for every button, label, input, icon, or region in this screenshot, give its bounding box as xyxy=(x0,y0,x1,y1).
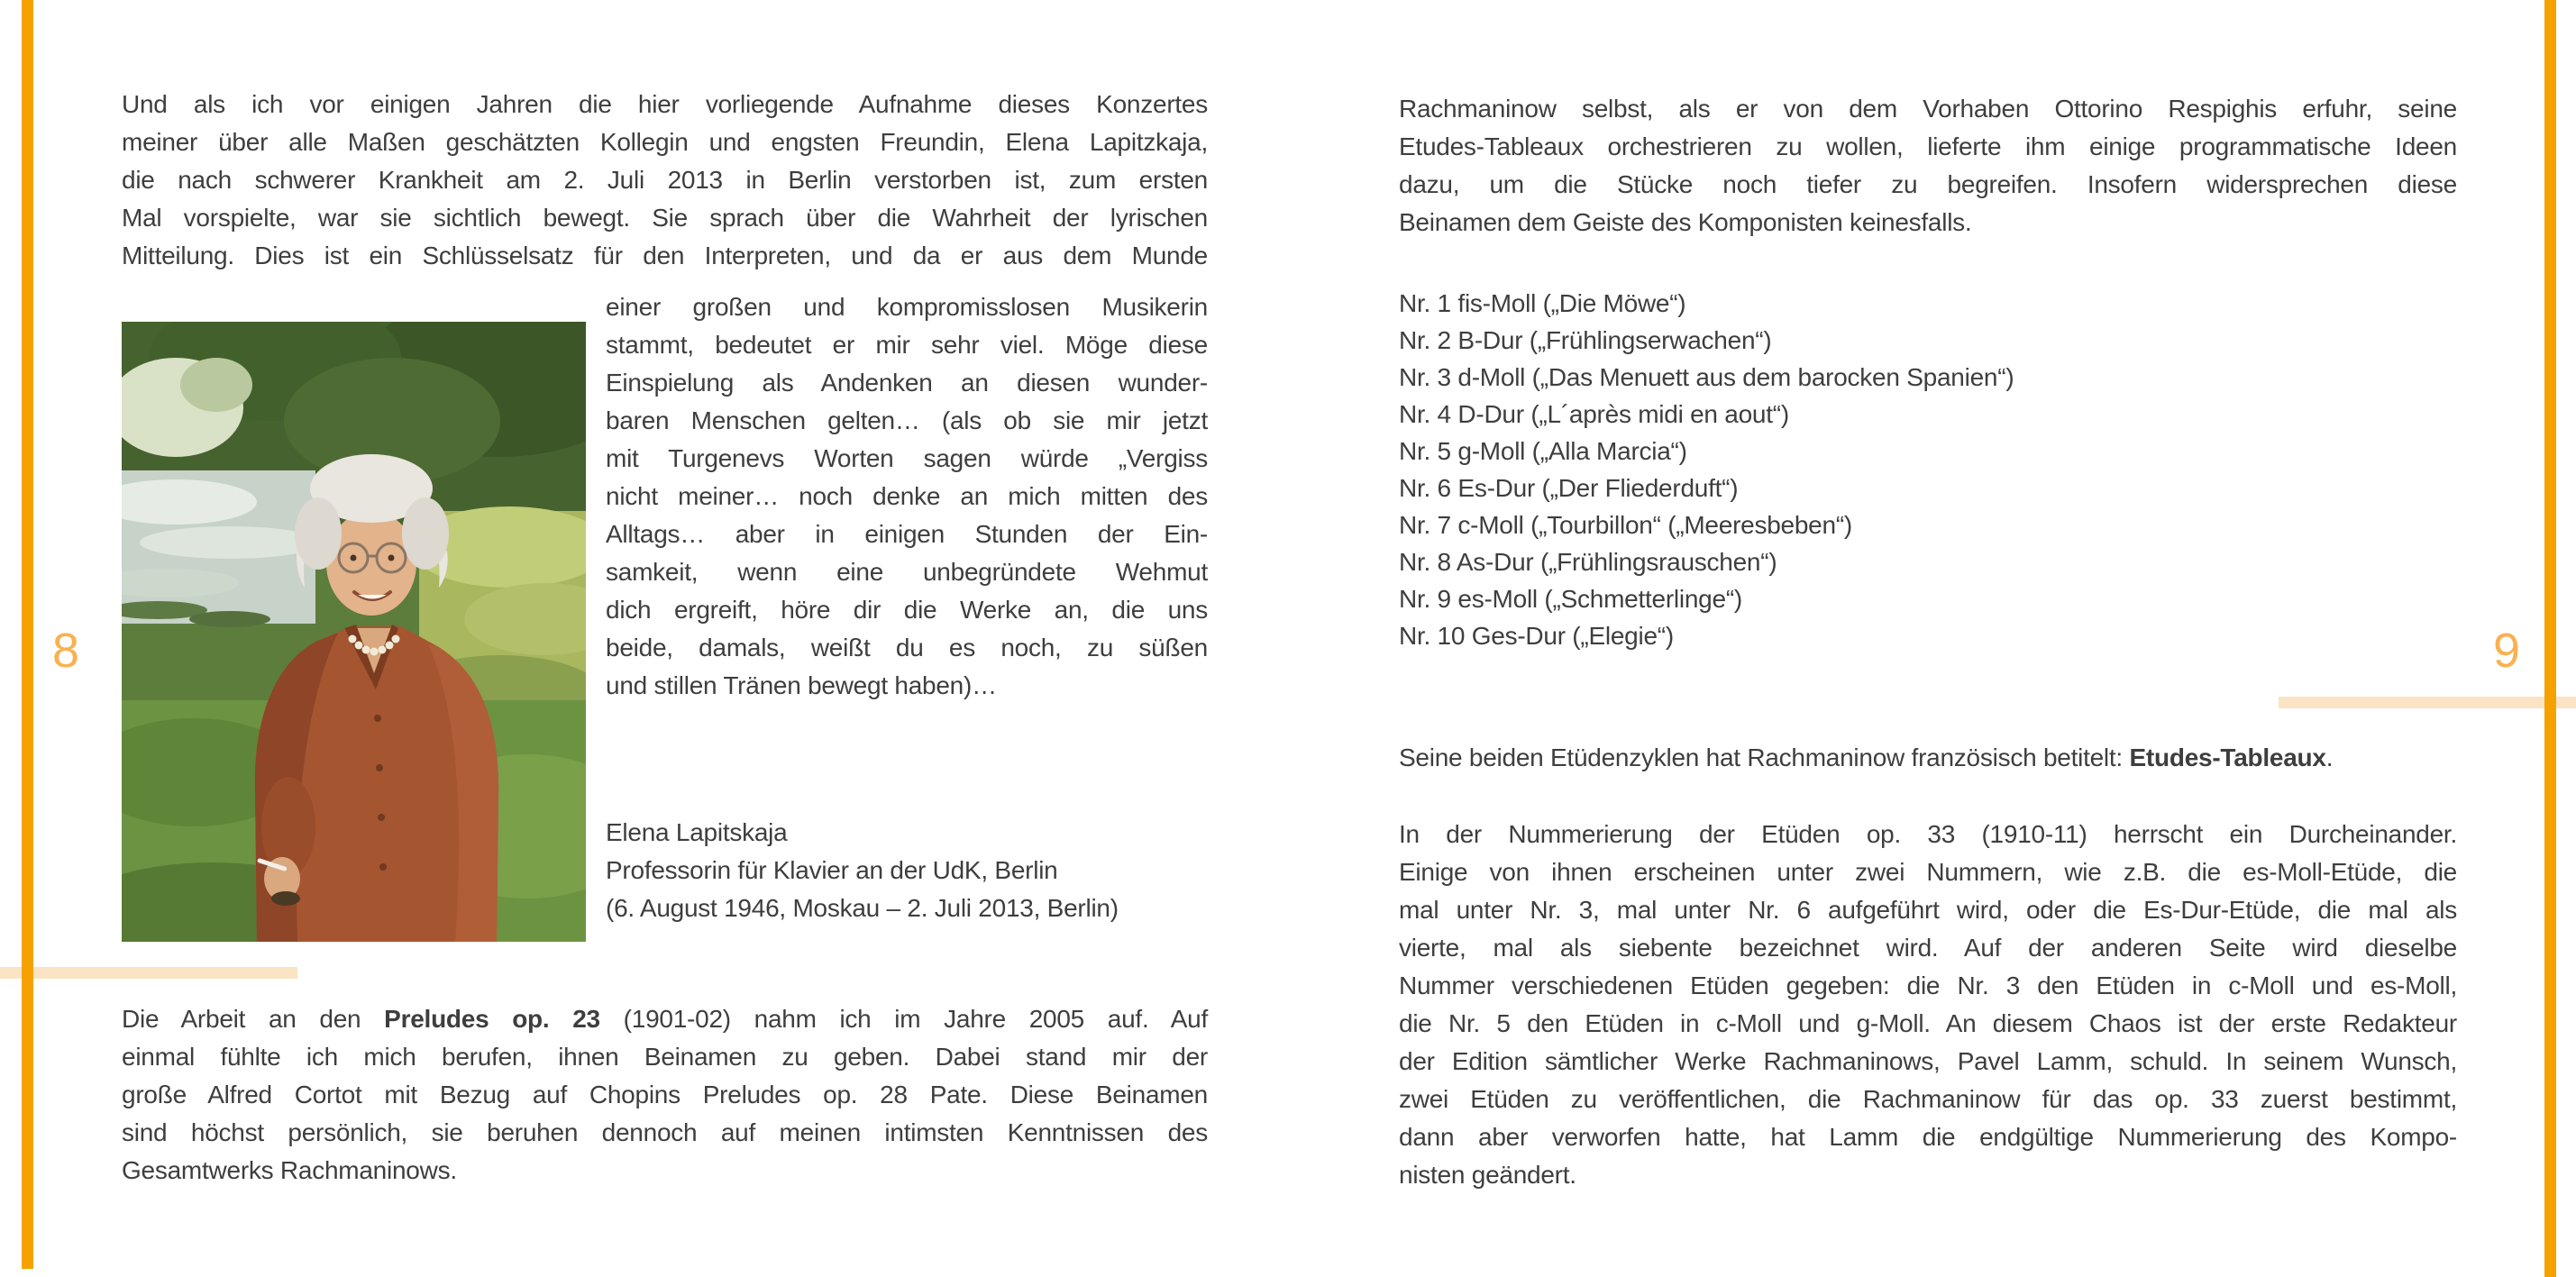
left-pale-accent-line xyxy=(0,967,297,979)
list-item: Nr. 7 c-Moll („Tourbillon“ („Meeresbeben“) xyxy=(1399,511,1852,539)
left-accent-bar xyxy=(22,0,33,1269)
text-line: die nach schwerer Krankheit am 2. Juli 2013 in Berlin verstorben ist, zum ersten xyxy=(122,166,1208,194)
etudes-tableaux-list xyxy=(1399,285,2457,654)
text-line: Nummer verschiedenen Etüden gegeben: die Nr. 3 den Etüden in c-Moll und es-Moll, xyxy=(1399,971,2457,999)
text-line: der Edition sämtlicher Werke Rachmaninows, Pavel Lamm, schuld. In seinem Wunsch, xyxy=(1399,1047,2457,1075)
text-line: große Alfred Cortot mit Bezug auf Chopins Preludes op. 28 Pate. Diese Beinamen xyxy=(122,1081,1208,1108)
text-line: zwei Etüden zu veröffentlichen, die Rachmaninow für das op. 33 zuerst bestimmt, xyxy=(1399,1085,2457,1113)
text-line: Und als ich vor einigen Jahren die hier vorliegende Aufnahme dieses Konzertes xyxy=(122,90,1208,118)
page-number-left: 8 xyxy=(52,624,80,678)
text-line: meiner über alle Maßen geschätzten Kollegin und engsten Freundin, Elena Lapitzkaja, xyxy=(122,128,1208,156)
list-item: Nr. 1 fis-Moll („Die Möwe“) xyxy=(1399,289,1686,317)
text-line: dazu, um die Stücke noch tiefer zu begreifen. Insofern widersprechen diese xyxy=(1399,170,2457,198)
text-line: dann aber verworfen hatte, hat Lamm die endgültige Nummerierung des Kompo- xyxy=(1399,1123,2457,1151)
left-intro-paragraph-wrap xyxy=(606,288,1208,705)
text-line: Mitteilung. Dies ist ein Schlüsselsatz für den Interpreten, und da er aus dem Munde xyxy=(122,242,1208,269)
text-line: Mal vorspielte, war sie sichtlich bewegt. Sie sprach über die Wahrheit der lyrischen xyxy=(122,204,1208,232)
text-line: einmal fühlte ich mich berufen, ihnen Beinamen zu geben. Dabei stand mir der xyxy=(122,1043,1208,1071)
text-line: Etudes-Tableaux orchestrieren zu wollen, lieferte ihm einige programmatische Ideen xyxy=(1399,132,2457,160)
photo-caption xyxy=(606,814,1208,927)
text-line: dich ergreift, höre dir die Werke an, die uns xyxy=(606,596,1208,624)
text-line: Alltags… aber in einigen Stunden der Ein- xyxy=(606,520,1208,548)
text-line xyxy=(1399,739,2457,777)
bold-text-etudes-tableaux: Etudes-Tableaux xyxy=(2129,743,2326,771)
text-segment: Seine beiden Etüdenzyklen hat Rachmaninow französisch betitelt: xyxy=(1399,743,2130,771)
list-item: Nr. 3 d-Moll („Das Menuett aus dem barocken Spanien“) xyxy=(1399,363,2014,391)
text-line: Gesamtwerks Rachmaninows. xyxy=(122,1156,457,1184)
caption-line: Professorin für Klavier an der UdK, Berlin xyxy=(606,856,1058,884)
right-numbering-paragraph xyxy=(1399,816,2457,1194)
list-item: Nr. 9 es-Moll („Schmetterlinge“) xyxy=(1399,585,1742,613)
right-accent-bar xyxy=(2544,0,2556,1277)
list-item: Nr. 2 B-Dur („Frühlingserwachen“) xyxy=(1399,326,1772,354)
list-item: Nr. 10 Ges-Dur („Elegie“) xyxy=(1399,622,1674,650)
text-line: baren Menschen gelten… (als ob sie mir jetzt xyxy=(606,406,1208,434)
text-line: mit Turgenevs Worten sagen würde „Vergiss xyxy=(606,444,1208,472)
text-segment: . xyxy=(2325,743,2334,771)
page-number-right: 9 xyxy=(2493,624,2521,678)
caption-line: (6. August 1946, Moskau – 2. Juli 2013, Berlin) xyxy=(606,894,1119,922)
text-line: stammt, bedeutet er mir sehr viel. Möge diese xyxy=(606,331,1208,359)
text-line: nicht meiner… noch denke an mich mitten des xyxy=(606,482,1208,510)
text-line: sind höchst persönlich, sie beruhen dennoch auf meinen intimsten Kenntnissen des xyxy=(122,1118,1208,1146)
left-intro-paragraph xyxy=(122,86,1208,275)
text-line: samkeit, wenn eine unbegründete Wehmut xyxy=(606,558,1208,586)
text-line: Rachmaninow selbst, als er von dem Vorhaben Ottorino Respighis erfuhr, seine xyxy=(1399,95,2457,123)
caption-line: Elena Lapitskaja xyxy=(606,818,788,846)
bold-text-preludes-op-23: Preludes op. 23 xyxy=(384,1005,600,1033)
text-line: Beinamen dem Geiste des Komponisten keinesfalls. xyxy=(1399,208,1972,236)
text-line: mal unter Nr. 3, mal unter Nr. 6 aufgeführt wird, oder die Es-Dur-Etüde, die mal als xyxy=(1399,896,2457,924)
text-line: Einspielung als Andenken an diesen wunder- xyxy=(606,369,1208,397)
list-item: Nr. 4 D-Dur („L´après midi en aout“) xyxy=(1399,400,1789,428)
text-line: Einige von ihnen erscheinen unter zwei Nummern, wie z.B. die es-Moll-Etüde, die xyxy=(1399,858,2457,886)
text-line: und stillen Tränen bewegt haben)… xyxy=(606,671,997,699)
left-preludes-paragraph xyxy=(122,1000,1208,1190)
text-line: vierte, mal als siebente bezeichnet wird. Auf der anderen Seite wird dieselbe xyxy=(1399,934,2457,962)
text-line: einer großen und kompromisslosen Musikerin xyxy=(606,293,1208,321)
right-pale-accent-line xyxy=(2279,697,2576,708)
text-line: die Nr. 5 den Etüden in c-Moll und g-Moll. An diesem Chaos ist der erste Redakteur xyxy=(1399,1009,2457,1037)
etudes-title-sentence xyxy=(1399,739,2457,777)
text-segment: Die Arbeit an den xyxy=(122,1005,385,1033)
text-line: beide, damals, weißt du es noch, zu süßen xyxy=(606,634,1208,661)
text-segment: (1901-02) nahm ich im Jahre 2005 auf. Auf xyxy=(599,1005,1209,1033)
portrait-photo-image xyxy=(122,322,586,942)
text-line: nisten geändert. xyxy=(1399,1161,1576,1189)
list-item: Nr. 6 Es-Dur („Der Fliederduft“) xyxy=(1399,474,1739,502)
list-item: Nr. 8 As-Dur („Frühlingsrauschen“) xyxy=(1399,548,1777,576)
text-line: In der Nummerierung der Etüden op. 33 (1910-11) herrscht ein Durcheinander. xyxy=(1399,820,2457,848)
text-line xyxy=(122,1000,1208,1038)
right-intro-paragraph xyxy=(1399,90,2457,242)
list-item: Nr. 5 g-Moll („Alla Marcia“) xyxy=(1399,437,1687,465)
portrait-photo xyxy=(122,322,586,942)
